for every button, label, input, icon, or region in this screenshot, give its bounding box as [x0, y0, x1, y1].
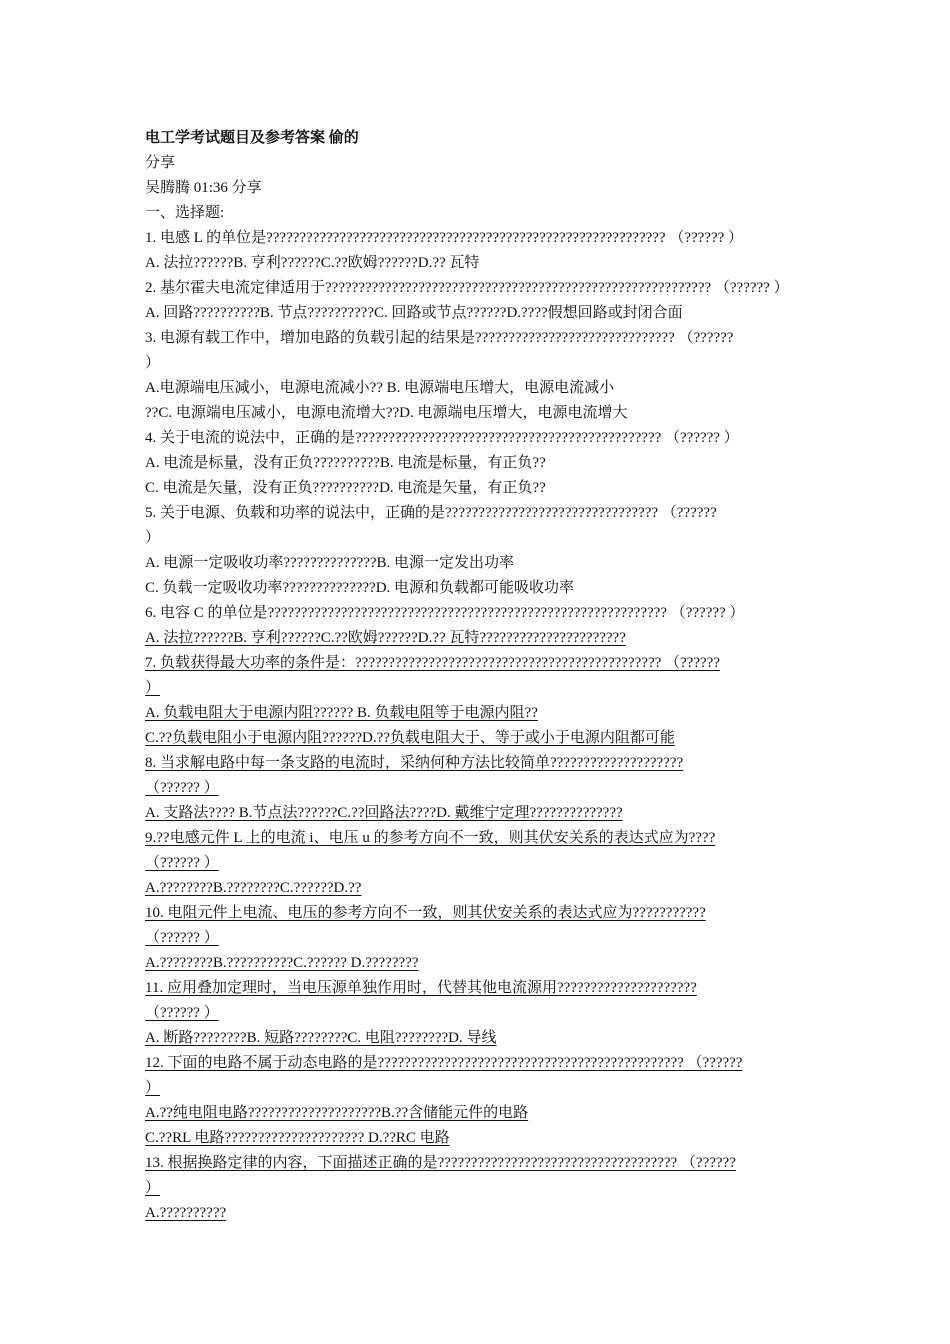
question-line: 12. 下面的电路不属于动态电路的是?????????????????????????????????????????????? （?????? ） [145, 1055, 743, 1096]
question-line: A.电源端电压减小，电源电流减小?? B. 电源端电压增大，电源电流减小 [145, 380, 615, 396]
question-line: C.??RL 电路????????????????????? D.??RC 电路 [145, 1130, 450, 1146]
question-line: C.??负载电阻小于电源内阻??????D.??负载电阻大于、等于或小于电源内阻都可能 [145, 730, 675, 746]
question-line: A. 断路????????B. 短路????????C. 电阻????????D. 导线 [145, 1030, 497, 1046]
question-line: ??C. 电源端电压减小，电源电流增大??D. 电源端电压增大，电源电流增大 [145, 405, 628, 421]
question-line: A.??纯电阻电路????????????????????B.??含储能元件的电路 [145, 1105, 529, 1121]
question-line: 3. 电源有载工作中，增加电路的负载引起的结果是?????????????????????????????? （?????? ） [145, 330, 734, 371]
question-line: C. 电流是矢量，没有正负??????????D. 电流是矢量，有正负?? [145, 480, 546, 496]
question-line: C. 负载一定吸收功率??????????????D. 电源和负载都可能吸收功率 [145, 580, 575, 596]
question-line: A. 电源一定吸收功率??????????????B. 电源一定发出功率 [145, 555, 515, 571]
question-line: A. 电流是标量，没有正负??????????B. 电流是标量，有正负?? [145, 455, 546, 471]
author-line: 吴腾腾 01:36 分享 [145, 180, 262, 196]
document-title: 电工学考试题目及参考答案 偷的 [145, 130, 359, 146]
question-list [145, 226, 813, 1226]
question-line: A.?????????? [145, 1205, 227, 1221]
question-line: A. 支路法???? B.节点法??????C.??回路法????D. 戴维宁定理?????????????? [145, 805, 623, 821]
question-line: 6. 电容 C 的单位是???????????????????????????????????????????????????????????? （?????? ） [145, 605, 745, 621]
section-heading: 一、选择题: [145, 205, 225, 221]
question-line: 9.??电感元件 L 上的电流 i、电压 u 的参考方向不一致，则其伏安关系的表达式应为???? （?????? ） [145, 830, 716, 871]
question-line: 7. 负载获得最大功率的条件是：?????????????????????????????????????????????? （?????? ） [145, 655, 720, 696]
question-line: 1. 电感 L 的单位是???????????????????????????????????????????????????????????? （?????? ） [145, 230, 744, 246]
question-line: 8. 当求解电路中每一条支路的电流时，采纳何种方法比较简单???????????????????? （?????? ） [145, 755, 684, 796]
question-line: 4. 关于电流的说法中，正确的是?????????????????????????????????????????????? （?????? ） [145, 430, 739, 446]
question-line: A.????????B.????????C.??????D.?? [145, 880, 362, 896]
question-line: A.????????B.??????????C.?????? D.???????? [145, 955, 419, 971]
question-line: A. 回路??????????B. 节点??????????C. 回路或节点??????D.????假想回路或封闭合面 [145, 305, 683, 321]
document-page [145, 126, 813, 1226]
share-label: 分享 [145, 155, 176, 171]
question-line: 5. 关于电源、负载和功率的说法中，正确的是???????????????????????????????? （?????? ） [145, 505, 717, 546]
question-line: A. 法拉??????B. 亨利??????C.??欧姆??????D.?? 瓦特?????????????????????? [145, 630, 626, 646]
question-line: 13. 根据换路定律的内容，下面描述正确的是???????????????????????????????????? （?????? ） [145, 1155, 736, 1196]
question-line: A. 法拉??????B. 亨利??????C.??欧姆??????D.?? 瓦特 [145, 255, 480, 271]
question-line: A. 负载电阻大于电源内阻?????? B. 负载电阻等于电源内阻?? [145, 705, 538, 721]
question-line: 10. 电阻元件上电流、电压的参考方向不一致，则其伏安关系的表达式应为??????????? （?????? ） [145, 905, 706, 946]
question-line: 2. 基尔霍夫电流定律适用于?????????????????????????????????????????????????????????? （?????? ） [145, 280, 789, 296]
question-line: 11. 应用叠加定理时，当电压源单独作用时，代替其他电流源用????????????????????? （?????? ） [145, 980, 697, 1021]
